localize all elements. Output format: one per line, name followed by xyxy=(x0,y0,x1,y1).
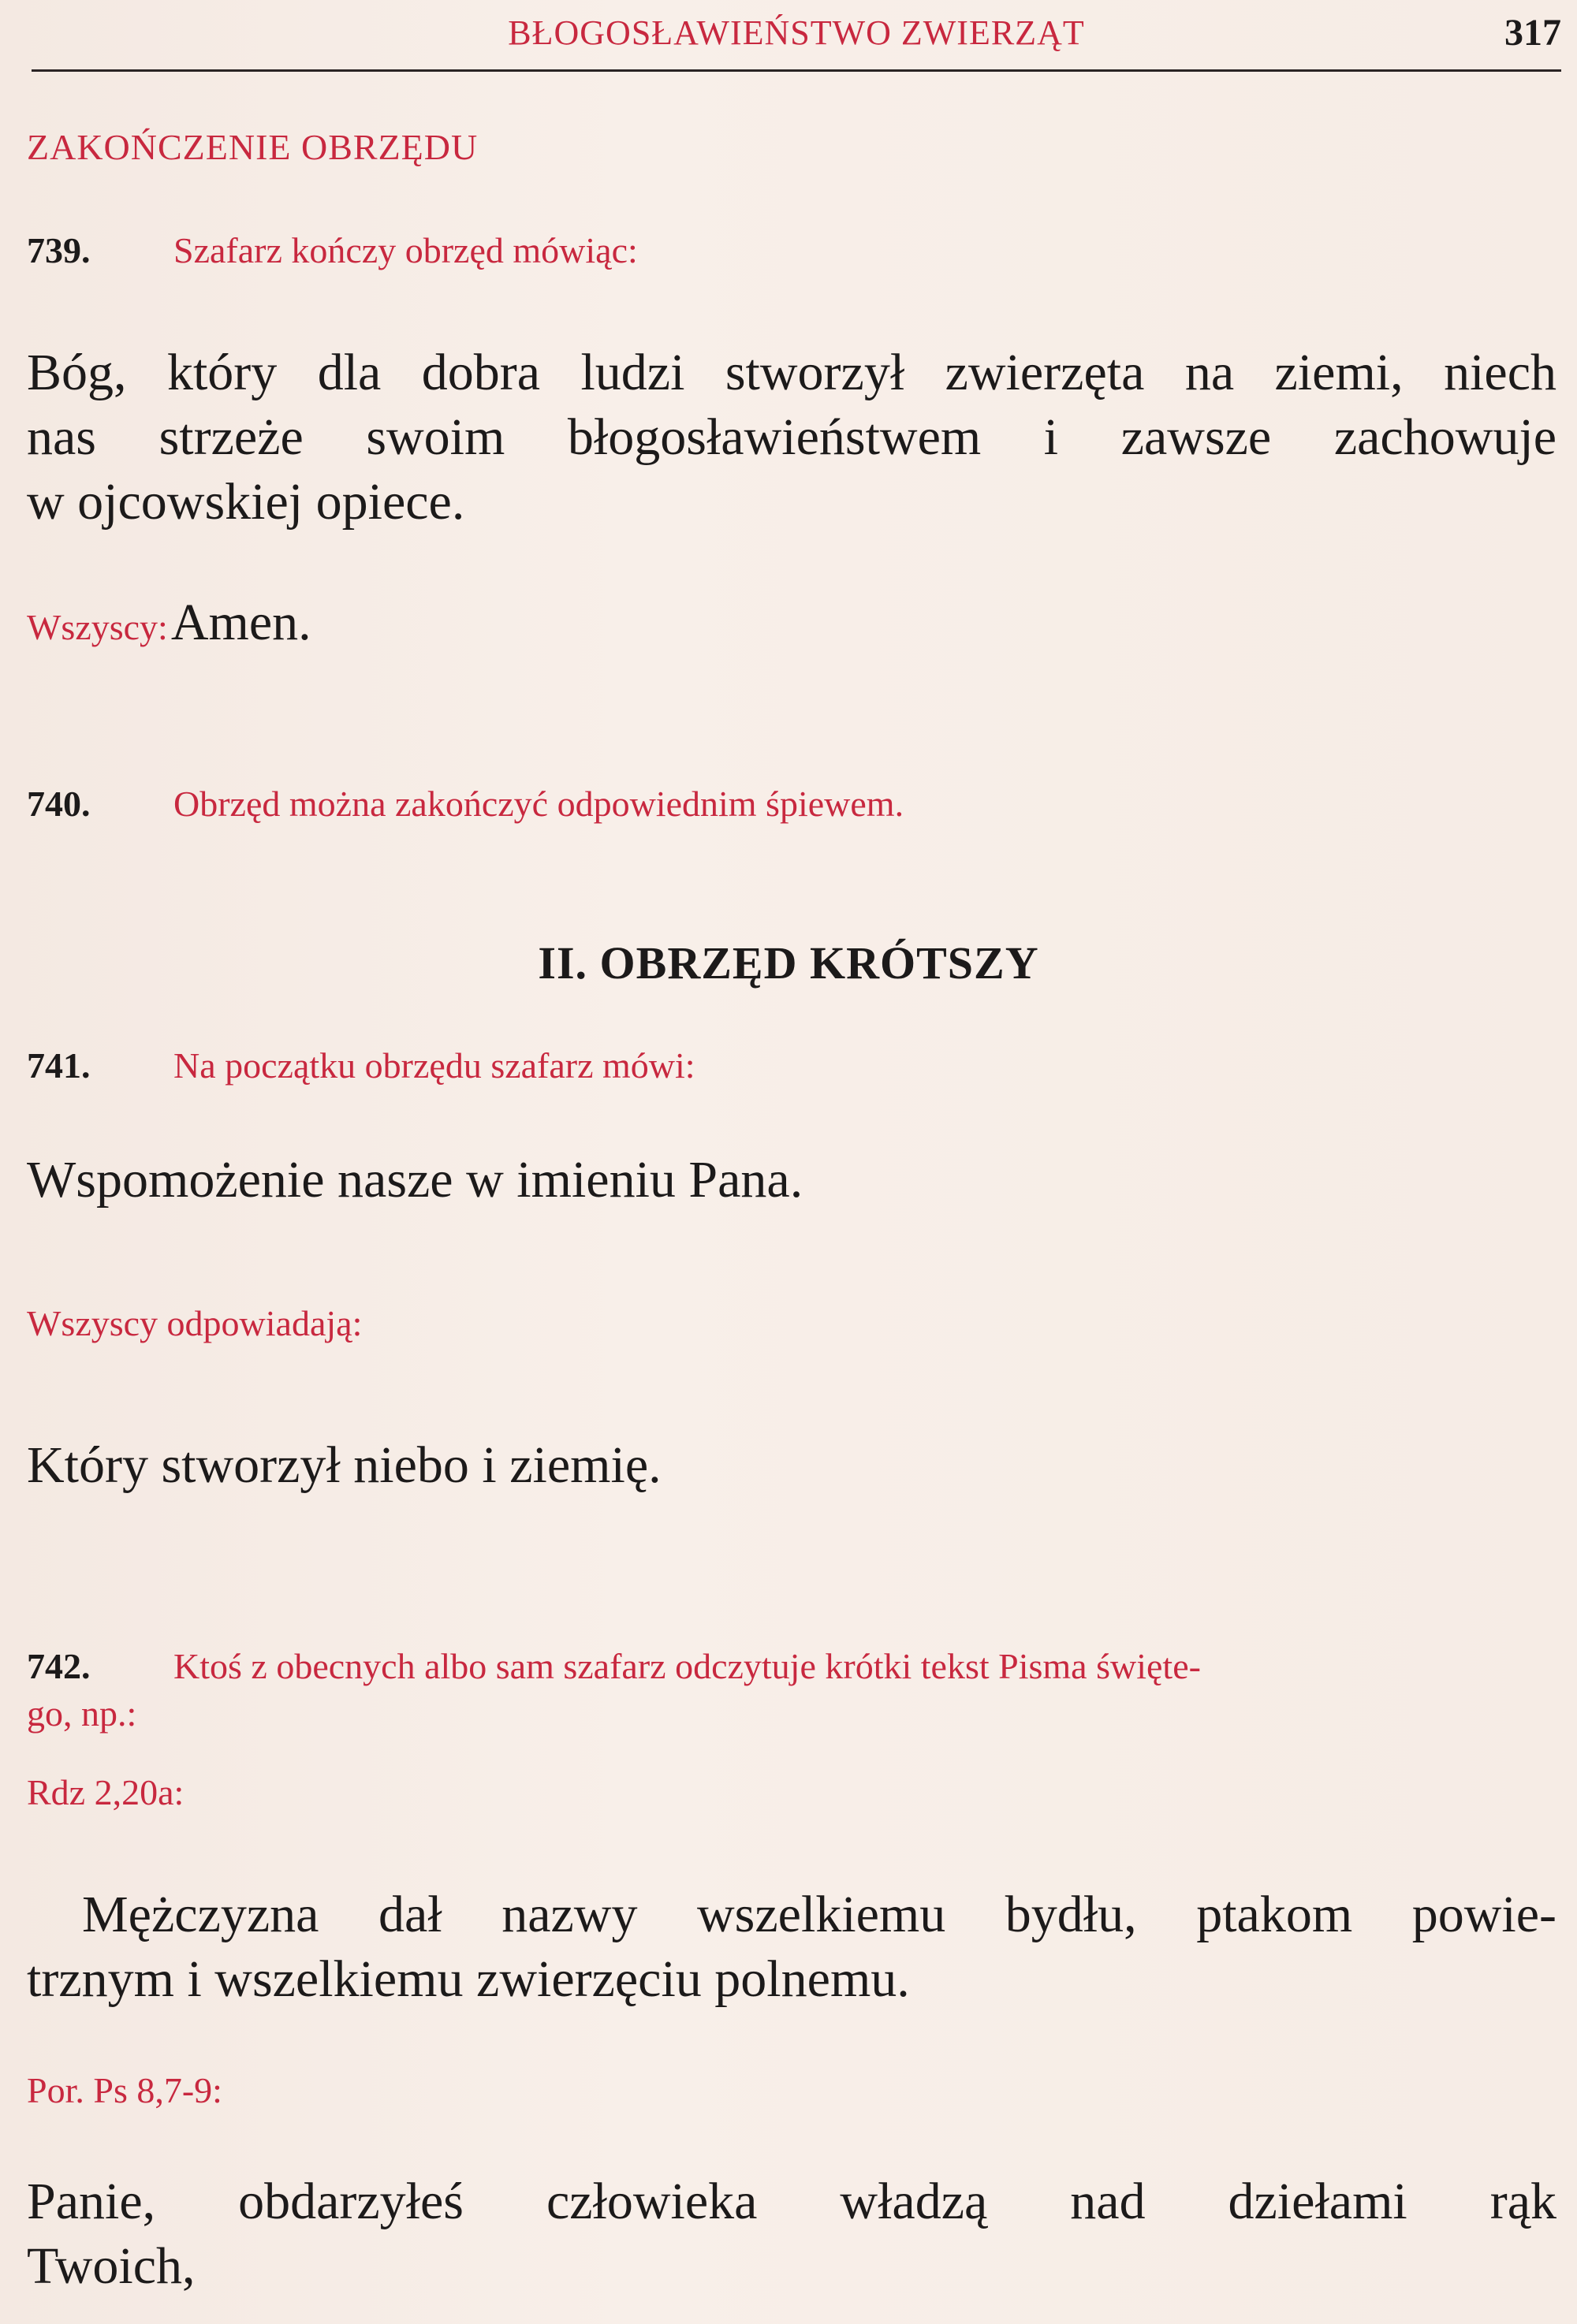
reading-line: Panie, obdarzyłeś człowieka władzą nad dziełami rąk xyxy=(27,2173,1556,2230)
page-number: 317 xyxy=(1504,12,1561,54)
response-text: Amen. xyxy=(170,594,311,651)
reading-1 xyxy=(27,1883,1556,2012)
response-label: Wszyscy: xyxy=(27,607,168,647)
reading-reference-1: Rdz 2,20a: xyxy=(27,1772,185,1812)
reading-reference-2: Por. Ps 8,7-9: xyxy=(27,2070,222,2110)
closing-section-heading: ZAKOŃCZENIE OBRZĘDU xyxy=(27,127,479,167)
prayer-line: Bóg, który dla dobra ludzi stworzył zwierzęta na ziemi, niech xyxy=(27,344,1556,401)
reading-line: trznym i wszelkiemu zwierzęciu polnemu. xyxy=(27,1950,910,2008)
reading-line: Twoich, xyxy=(27,2237,196,2295)
item-739-response xyxy=(27,593,1556,653)
item-740-rubric xyxy=(27,780,1556,828)
versicle-text: Wspomożenie nasze w imieniu Pana. xyxy=(27,1151,803,1209)
rubric-text: Obrzęd można zakończyć odpowiednim śpiewem. xyxy=(173,784,904,824)
rubric-text-continued: go, np.: xyxy=(27,1693,137,1734)
page-header xyxy=(32,6,1561,72)
item-739-prayer xyxy=(27,341,1556,534)
response-text: Który stworzył niebo i ziemię. xyxy=(27,1436,662,1494)
prayer-line: w ojcowskiej opiece. xyxy=(27,473,465,531)
rubric-text: Szafarz kończy obrzęd mówiąc: xyxy=(173,230,638,270)
prayer-line: nas strzeże swoim błogosławieństwem i zawsze zachowuje xyxy=(27,408,1556,466)
reading-2 xyxy=(27,2169,1556,2299)
item-741-rubric xyxy=(27,1042,1556,1089)
item-741-versicle xyxy=(27,1148,1556,1212)
rubric-text: Ktoś z obecnych albo sam szafarz odczytuje krótki tekst Pisma święte- xyxy=(173,1646,1201,1686)
shorter-rite-heading: II. OBRZĘD KRÓTSZY xyxy=(538,937,1039,989)
rubric-text: Na początku obrzędu szafarz mówi: xyxy=(173,1045,695,1086)
item-742-rubric xyxy=(27,1643,1556,1737)
item-741-response-label: Wszyscy odpowiadają: xyxy=(27,1303,363,1343)
item-number: 741. xyxy=(27,1045,91,1086)
reading-line: Mężczyzna dał nazwy wszelkiemu bydłu, ptakom powie- xyxy=(82,1886,1556,1943)
item-739-rubric xyxy=(27,227,1556,274)
running-title: BŁOGOSŁAWIEŃSTWO ZWIERZĄT xyxy=(508,13,1085,52)
item-number: 742. xyxy=(27,1646,91,1686)
item-number: 739. xyxy=(27,230,91,270)
item-741-response xyxy=(27,1433,1556,1498)
item-number: 740. xyxy=(27,784,91,824)
